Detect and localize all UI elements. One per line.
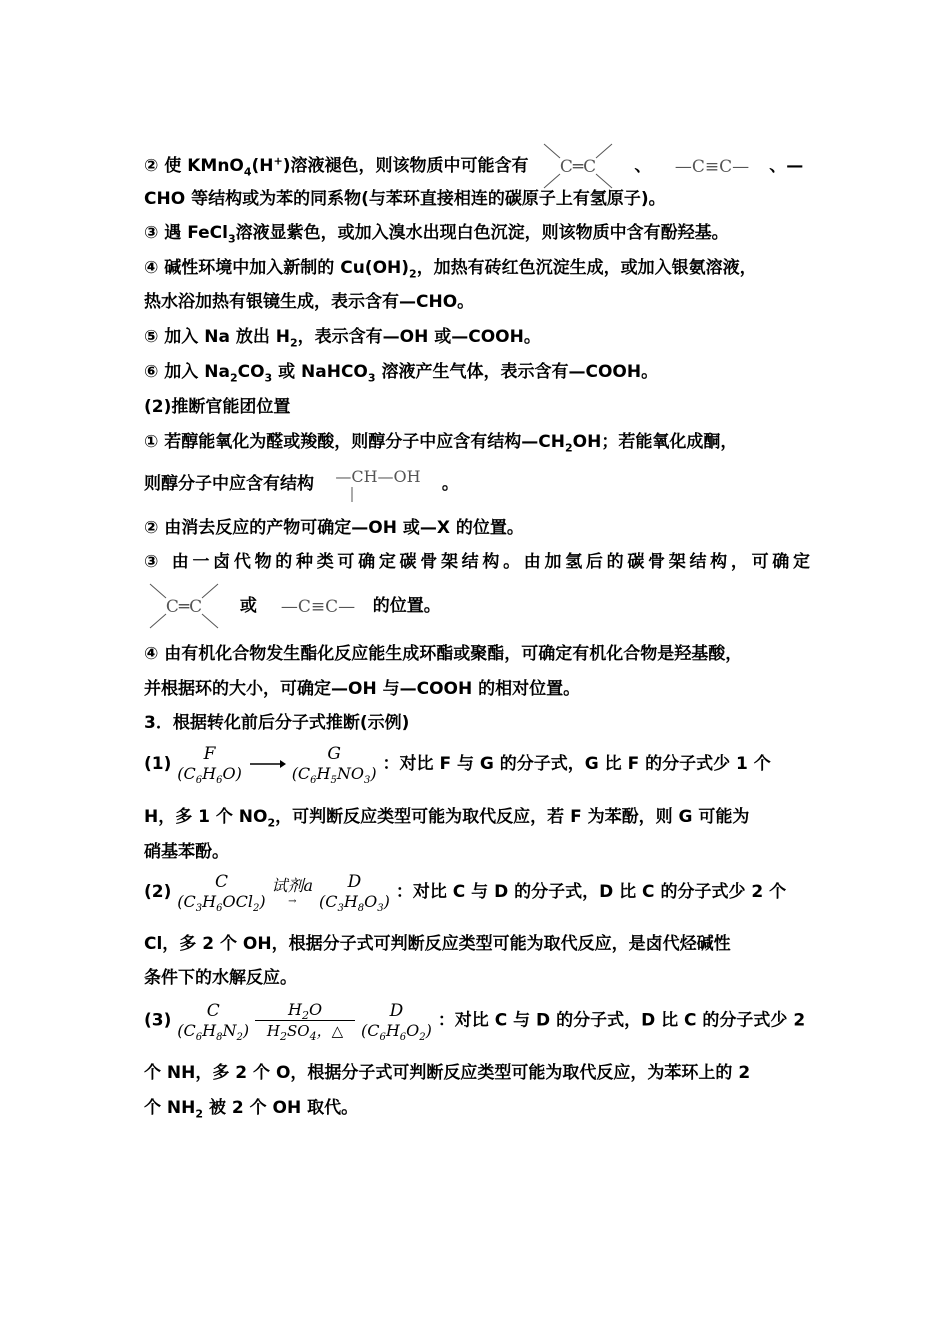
line-na: ⑤ 加入 Na 放出 $H_2$，表示含有—OH 或—COOH。 xyxy=(144,327,541,350)
line-nitrophenol: 硝基苯酚。 xyxy=(144,842,229,862)
alkene-structure xyxy=(538,138,618,194)
line-silver-mirror: 热水浴加热有银镜生成，表示含有—CHO。 xyxy=(144,292,475,312)
line-r2-explain: Cl，多 2 个 OH，根据分子式可判断反应类型可能为取代反应，是卤代烃碱性 xyxy=(144,934,731,954)
reactant-c: C $(C_3H_6OCl_2)$ xyxy=(177,872,266,915)
line-hydrolysis: 条件下的水解反应。 xyxy=(144,968,297,988)
text: ② 使 KMnO xyxy=(144,156,244,176)
reactant-c-3: C $(C_6H_8N_2)$ xyxy=(177,1000,250,1043)
product-d: D $(C_3H_8O_3)$ xyxy=(318,872,390,915)
product-g: G $(C_6H_5NO_3)$ xyxy=(291,744,377,787)
line-ring-size: 并根据环的大小，可确定—OH 与—COOH 的相对位置。 xyxy=(144,679,581,699)
alkyne-structure-2 xyxy=(273,591,363,621)
reaction-2-line: (2) C $(C_3H_6OCl_2)$ 试剂a → D $(C_3H_8O_3)$ ：对比 C 与 D 的分子式，D 比 C 的分子式少 2 个 xyxy=(144,872,787,915)
section-heading-2: (2)推断官能团位置 xyxy=(144,397,291,417)
product-d-3: D $(C_6H_6O_2)$ xyxy=(360,1000,432,1043)
alkene-structure-2 xyxy=(144,578,224,634)
alkyne-structure xyxy=(667,151,757,181)
reaction-1-line: (1) F $(C_6H_6O)$ G $(C_6H_5NO_3)$ ：对比 F 与 G 的分子式，G 比 F 的分子式少 1 个 xyxy=(144,744,771,787)
alkyne-label: —C≡C— xyxy=(675,157,750,177)
line-kmno4: ② 使 KMnO$_4$(H+)溶液褪色，则该物质中可能含有 C═C 、 —C≡C— 、— xyxy=(144,138,803,194)
line-na2co3: ⑥ 加入 $Na_2CO_3$ 或 NaHCO$_3$ 溶液产生气体，表示含有—COOH。 xyxy=(144,362,659,385)
line-cuoh2: ④ 碱性环境中加入新制的 $Cu(OH)_2$，加热有砖红色沉淀生成，或加入银氨溶液， xyxy=(144,258,757,281)
line-fecl3: ③ 遇 FeCl$_3$溶液显紫色，或加入溴水出现白色沉淀，则该物质中含有酚羟基。 xyxy=(144,223,729,246)
line-position: C═C 或 —C≡C— 的位置。 xyxy=(144,578,441,634)
line-r1-explain: H，多 1 个 $NO_2$，可判断反应类型可能为取代反应，若 F 为苯酚，则 G 可能为 xyxy=(144,807,750,830)
line-alcohol-oxidation: ① 若醇能氧化为醛或羧酸，则醇分子中应含有结构$—CH_2OH$；若能氧化成酮， xyxy=(144,432,738,455)
line-elimination: ② 由消去反应的产物可确定—OH 或—X 的位置。 xyxy=(144,518,524,538)
h2so4-arrow: $\frac{H_2O}{H_2SO_4,\triangle}$ xyxy=(255,1000,355,1041)
alkyne-label-2: —C≡C— xyxy=(280,597,355,617)
reaction-3-line: (3) C $(C_6H_8N_2)$ $\frac{H_2O}{H_2SO_4,\triangle}$ D $(C_6H_6O_2)$ ：对比 C 与 D 的分子式，D 比 C 的分子式少 2 xyxy=(144,1000,806,1043)
alkene-label: C═C xyxy=(560,157,597,177)
line-halide: ③ 由一卤代物的种类可确定碳骨架结构。由加氢后的碳骨架结构，可确定 xyxy=(144,552,810,572)
reaction-arrow-1 xyxy=(248,754,286,774)
secondary-alcohol-structure xyxy=(326,462,430,506)
alkene-label-2: C═C xyxy=(165,597,203,617)
reactant-f: F $(C_6H_6O)$ xyxy=(177,744,242,787)
line-nh2: 个 $NH_2$ 被 2 个 OH 取代。 xyxy=(144,1098,359,1121)
alcohol-label: —CH—OH xyxy=(335,467,421,486)
section-heading-3: 3．根据转化前后分子式推断(示例) xyxy=(144,713,410,733)
line-ketone-structure: 则醇分子中应含有结构 —CH—OH 。 xyxy=(144,462,459,506)
reagent-a-arrow: 试剂a → xyxy=(271,876,314,907)
line-cho: CHO 等结构或为苯的同系物(与苯环直接相连的碳原子上有氢原子)。 xyxy=(144,189,666,209)
line-esterification: ④ 由有机化合物发生酯化反应能生成环酯或聚酯，可确定有机化合物是羟基酸， xyxy=(144,644,743,664)
line-r3-explain: 个 NH，多 2 个 O，根据分子式可判断反应类型可能为取代反应，为苯环上的 2 xyxy=(144,1063,751,1083)
